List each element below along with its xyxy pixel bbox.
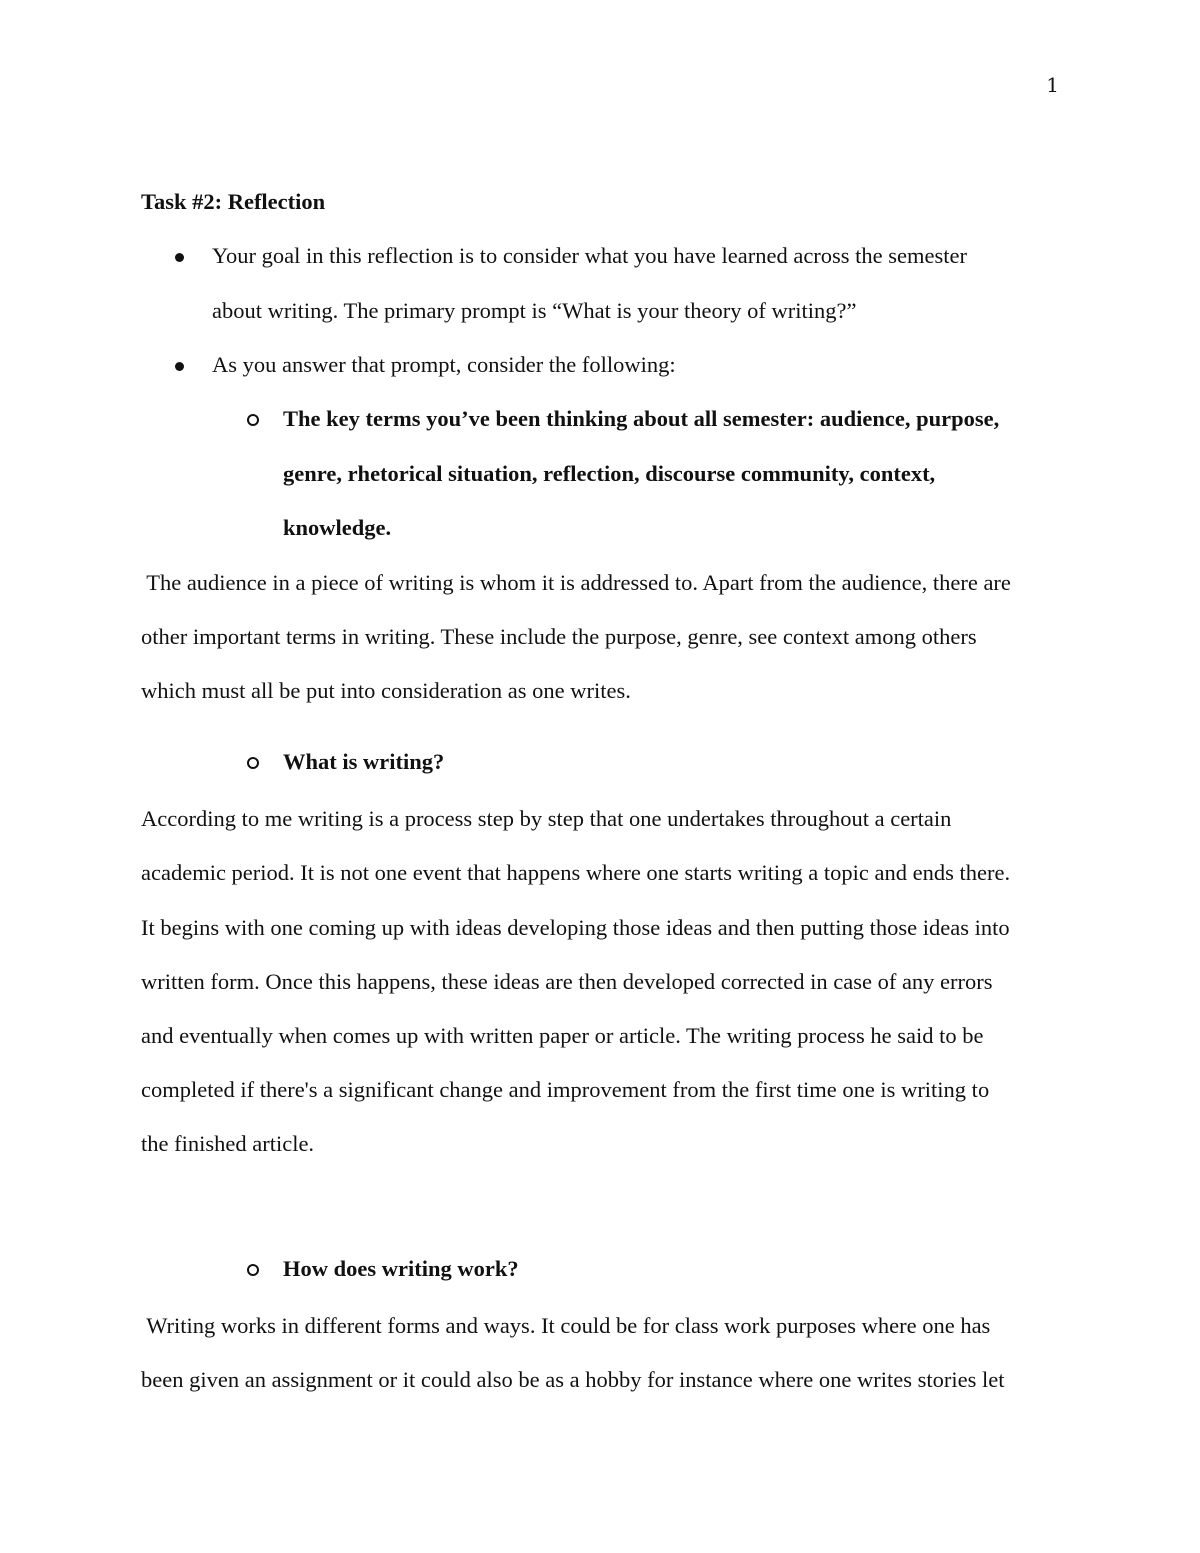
bullet-1-line-2: about writing. The primary prompt is “What is your theory of writing?” (212, 298, 857, 323)
paragraph-2-line-2: academic period. It is not one event that happens where one starts writing a topic and ends there. (141, 860, 1011, 885)
key-terms-line-2: genre, rhetorical situation, reflection, discourse community, context, (283, 461, 936, 486)
what-is-writing-heading: What is writing? (283, 749, 445, 774)
task-heading: Task #2: Reflection (141, 189, 326, 214)
bullet-marker (175, 253, 184, 262)
paragraph-2-line-3: It begins with one coming up with ideas developing those ideas and then putting those ideas into (141, 915, 1010, 940)
paragraph-2-line-6: completed if there's a significant change and improvement from the first time one is writing to (141, 1077, 990, 1102)
key-terms-line-1: The key terms you’ve been thinking about all semester: audience, purpose, (283, 406, 1000, 431)
sub-bullet-marker (247, 757, 259, 769)
paragraph-2-line-1: According to me writing is a process step by step that one undertakes throughout a certain (141, 806, 952, 831)
how-does-writing-work-heading: How does writing work? (283, 1256, 519, 1281)
paragraph-2-line-7: the finished article. (141, 1131, 315, 1156)
paragraph-2-line-4: written form. Once this happens, these ideas are then developed corrected in case of any errors (141, 969, 993, 994)
paragraph-3-line-1: Writing works in different forms and ways. It could be for class work purposes where one has (141, 1313, 991, 1338)
paragraph-1-line-1: The audience in a piece of writing is whom it is addressed to. Apart from the audience, there are (141, 570, 1011, 595)
sub-bullet-marker (247, 1264, 259, 1276)
page-number: 1 (1046, 73, 1059, 97)
sub-bullet-marker (247, 414, 259, 426)
bullet-2-line-1: As you answer that prompt, consider the following: (212, 352, 676, 377)
paragraph-1-line-3: which must all be put into consideration as one writes. (141, 678, 631, 703)
bullet-marker (175, 362, 184, 371)
paragraph-3-line-2: been given an assignment or it could also be as a hobby for instance where one writes stories let (141, 1367, 1005, 1392)
bullet-1-line-1: Your goal in this reflection is to consider what you have learned across the semester (212, 243, 968, 268)
paragraph-1-line-2: other important terms in writing. These include the purpose, genre, see context among others (141, 624, 977, 649)
key-terms-line-3: knowledge. (283, 515, 392, 540)
paragraph-2-line-5: and eventually when comes up with written paper or article. The writing process he said to be (141, 1023, 984, 1048)
